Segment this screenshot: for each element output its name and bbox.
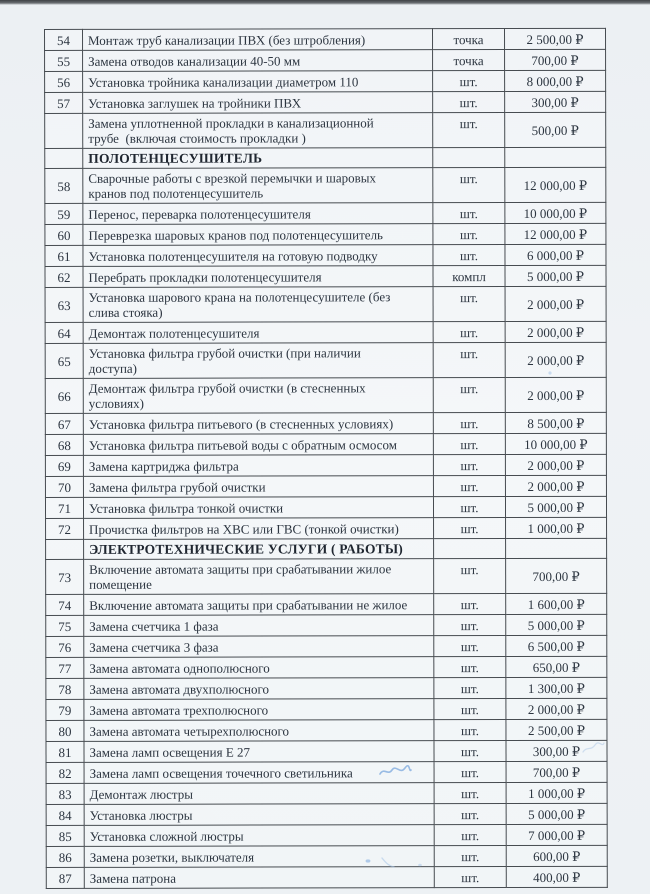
price-cell: 2 000,00 ₽	[505, 342, 606, 377]
price-cell: 600,00 ₽	[506, 845, 607, 866]
table-row	[45, 70, 606, 92]
table-row	[45, 202, 606, 224]
row-number: 59	[45, 203, 83, 224]
table-row	[46, 866, 607, 888]
service-description: Установка тройника канализации диаметром 110	[83, 71, 433, 93]
price-cell: 1 300,00 ₽	[506, 677, 607, 698]
row-number: 70	[45, 476, 83, 497]
price-cell: 5 000,00 ₽	[505, 496, 606, 517]
price-cell: 700,00 ₽	[505, 49, 606, 70]
price-cell: 5 000,00 ₽	[506, 803, 607, 824]
table-row	[45, 321, 606, 343]
unit-cell: шт.	[433, 497, 505, 518]
unit-cell: шт.	[433, 224, 505, 245]
row-number: 68	[45, 434, 83, 455]
price-cell: 8 000,00 ₽	[505, 70, 606, 91]
service-description: Замена счетчика 1 фаза	[84, 615, 434, 637]
price-cell: 650,00 ₽	[506, 656, 607, 677]
service-description: Установка заглушек на тройники ПВХ	[83, 92, 433, 114]
row-number: 74	[46, 594, 84, 615]
table-row	[46, 517, 607, 539]
row-number: 55	[45, 50, 83, 71]
row-number: 62	[45, 266, 83, 287]
price-cell: 2 000,00 ₽	[505, 377, 606, 412]
price-cell: 1 000,00 ₽	[506, 782, 607, 803]
row-number: 65	[45, 343, 83, 378]
row-number: 87	[46, 867, 84, 888]
unit-cell: шт.	[434, 741, 506, 762]
row-number: 85	[46, 825, 84, 846]
price-cell: 400,00 ₽	[506, 866, 607, 887]
row-number	[45, 113, 83, 148]
row-number: 82	[46, 762, 84, 783]
service-description: Монтаж труб канализации ПВХ (без штробления)	[83, 29, 433, 51]
service-description: Замена автомата однополюсного	[84, 657, 434, 679]
service-description: Установка фильтра тонкой очистки	[83, 497, 433, 519]
row-number: 61	[45, 245, 83, 266]
row-number: 78	[46, 678, 84, 699]
unit-cell: шт.	[434, 678, 506, 699]
row-number: 54	[45, 29, 83, 50]
unit-cell: шт.	[434, 783, 506, 804]
table-row	[45, 167, 606, 203]
price-cell: 5 000,00 ₽	[506, 614, 607, 635]
price-cell: 1 000,00 ₽	[506, 517, 607, 538]
row-number: 77	[46, 657, 84, 678]
unit-cell: шт.	[434, 867, 506, 888]
service-description: Замена автомата двухполюсного	[84, 678, 434, 700]
row-number: 57	[45, 92, 83, 113]
price-cell: 700,00 ₽	[506, 558, 607, 593]
scan-edge-artifact	[0, 0, 650, 5]
price-cell: 2 000,00 ₽	[505, 321, 606, 342]
price-cell: 500,00 ₽	[505, 112, 606, 147]
unit-cell: шт.	[433, 92, 505, 113]
unit-cell: шт.	[433, 378, 505, 413]
unit-cell: шт.	[434, 594, 506, 615]
table-row	[45, 28, 606, 50]
unit-cell: шт.	[433, 113, 505, 148]
row-number: 72	[46, 518, 84, 539]
unit-cell: шт.	[434, 825, 506, 846]
unit-cell: шт.	[433, 287, 505, 322]
unit-cell: шт.	[433, 71, 505, 92]
table-row	[45, 265, 606, 287]
row-number: 79	[46, 699, 84, 720]
unit-cell: шт.	[434, 699, 506, 720]
unit-cell: шт.	[434, 518, 506, 539]
price-cell: 6 500,00 ₽	[506, 635, 607, 656]
section-title: ПОЛОТЕНЦЕСУШИТЕЛЬ	[83, 148, 433, 169]
price-cell: 7 000,00 ₽	[506, 824, 607, 845]
unit-cell: шт.	[434, 615, 506, 636]
table-row	[46, 782, 607, 804]
unit-cell: шт.	[434, 846, 506, 867]
section-row	[45, 147, 606, 168]
price-cell: 300,00 ₽	[506, 740, 607, 761]
price-cell: 2 000,00 ₽	[505, 475, 606, 496]
empty-cell	[434, 539, 506, 559]
table-row	[46, 740, 607, 762]
price-cell: 2 000,00 ₽	[506, 698, 607, 719]
table-row	[45, 454, 606, 476]
service-description: Замена отводов канализации 40-50 мм	[83, 50, 433, 72]
row-number: 63	[45, 287, 83, 322]
service-description: Замена автомата четырехполюсного	[84, 720, 434, 742]
table-row	[45, 412, 606, 434]
service-description: Демонтаж люстры	[84, 783, 434, 805]
table-row	[45, 286, 606, 322]
section-title: ЭЛЕКТРОТЕХНИЧЕСКИЕ УСЛУГИ ( РАБОТЫ)	[84, 539, 434, 560]
service-description: Сварочные работы с врезкой перемычки и шаровых кранов под полотенцесушитель	[83, 168, 433, 204]
row-number: 60	[45, 224, 83, 245]
service-description: Замена автомата трехполюсного	[84, 699, 434, 721]
empty-cell	[433, 148, 505, 168]
table-row	[46, 593, 607, 615]
table-row	[46, 698, 607, 720]
price-cell: 2 500,00 ₽	[506, 719, 607, 740]
empty-cell	[46, 539, 84, 559]
unit-cell: шт.	[433, 168, 505, 203]
service-description: Замена уплотненной прокладки в канализационной трубе (включая стоимость прокладки )	[83, 113, 433, 149]
service-description: Замена счетчика 3 фаза	[84, 636, 434, 658]
empty-cell	[45, 148, 83, 168]
service-description: Замена картриджа фильтра	[83, 455, 433, 477]
price-cell: 700,00 ₽	[506, 761, 607, 782]
table-row	[46, 614, 607, 636]
table-row	[45, 49, 606, 71]
table-row	[45, 112, 606, 148]
row-number: 86	[46, 846, 84, 867]
table-row	[46, 824, 607, 846]
service-description: Установка фильтра питьевой воды с обратным осмосом	[83, 434, 433, 456]
row-number: 75	[46, 615, 84, 636]
unit-cell: шт.	[433, 343, 505, 378]
unit-cell: шт.	[434, 804, 506, 825]
row-number: 83	[46, 783, 84, 804]
unit-cell: шт.	[433, 245, 505, 266]
service-description: Замена патрона	[84, 867, 434, 889]
table-row	[46, 558, 607, 594]
empty-cell	[505, 147, 606, 167]
service-description: Включение автомата защиты при срабатывании жилое помещение	[84, 559, 434, 595]
service-description: Установка шарового крана на полотенцесушителе (без слива стояка)	[83, 287, 433, 323]
table-row	[46, 635, 607, 657]
row-number: 56	[45, 71, 83, 92]
unit-cell: точка	[433, 29, 505, 50]
table-row	[45, 223, 606, 245]
row-number: 84	[46, 804, 84, 825]
table-row	[46, 719, 607, 741]
section-row	[46, 538, 607, 559]
price-cell: 2 000,00 ₽	[505, 454, 606, 475]
unit-cell: шт.	[434, 559, 506, 594]
service-description: Замена ламп освещения точечного светильника	[84, 762, 434, 784]
table-row	[45, 496, 606, 518]
unit-cell: компл	[433, 266, 505, 287]
price-cell: 300,00 ₽	[505, 91, 606, 112]
price-list-table	[44, 28, 608, 889]
unit-cell: точка	[433, 50, 505, 71]
unit-cell: шт.	[433, 322, 505, 343]
row-number: 71	[45, 497, 83, 518]
service-description: Перенос, переварка полотенцесушителя	[83, 203, 433, 225]
service-description: Демонтаж фильтра грубой очистки (в стесненных условиях)	[83, 378, 433, 414]
table-row	[45, 91, 606, 113]
service-description: Включение автомата защиты при срабатывании не жилое	[84, 594, 434, 616]
unit-cell: шт.	[433, 434, 505, 455]
price-cell: 12 000,00 ₽	[505, 223, 606, 244]
row-number: 73	[46, 559, 84, 594]
unit-cell: шт.	[433, 455, 505, 476]
unit-cell: шт.	[434, 762, 506, 783]
service-description: Демонтаж полотенцесушителя	[83, 322, 433, 344]
unit-cell: шт.	[434, 636, 506, 657]
empty-cell	[506, 538, 607, 558]
row-number: 69	[45, 455, 83, 476]
service-description: Установка фильтра питьевого (в стесненных условиях)	[83, 413, 433, 435]
service-description: Замена фильтра грубой очистки	[83, 476, 433, 498]
price-list-body	[45, 28, 608, 888]
service-description: Замена розетки, выключателя	[84, 846, 434, 868]
table-row	[45, 433, 606, 455]
table-row	[46, 803, 607, 825]
price-cell: 6 000,00 ₽	[505, 244, 606, 265]
unit-cell: шт.	[433, 413, 505, 434]
table-row	[46, 677, 607, 699]
table-row	[45, 244, 606, 266]
price-cell: 12 000,00 ₽	[505, 167, 606, 202]
price-cell: 1 600,00 ₽	[506, 593, 607, 614]
service-description: Замена ламп освещения Е 27	[84, 741, 434, 763]
unit-cell: шт.	[434, 720, 506, 741]
table-row	[46, 845, 607, 867]
row-number: 58	[45, 168, 83, 203]
row-number: 64	[45, 322, 83, 343]
row-number: 66	[45, 378, 83, 413]
unit-cell: шт.	[433, 203, 505, 224]
row-number: 80	[46, 720, 84, 741]
row-number: 76	[46, 636, 84, 657]
service-description: Установка фильтра грубой очистки (при наличии доступа)	[83, 343, 433, 379]
price-cell: 5 000,00 ₽	[505, 265, 606, 286]
service-description: Установка сложной люстры	[84, 825, 434, 847]
table-row	[45, 377, 606, 413]
service-description: Перебрать прокладки полотенцесушителя	[83, 266, 433, 288]
row-number: 67	[45, 413, 83, 434]
price-cell: 2 500,00 ₽	[505, 28, 606, 49]
price-cell: 10 000,00 ₽	[505, 202, 606, 223]
table-row	[45, 475, 606, 497]
service-description: Установка полотенцесушителя на готовую подводку	[83, 245, 433, 267]
unit-cell: шт.	[434, 657, 506, 678]
table-row	[46, 656, 607, 678]
table-row	[46, 761, 607, 783]
unit-cell: шт.	[433, 476, 505, 497]
price-cell: 10 000,00 ₽	[505, 433, 606, 454]
service-description: Переврезка шаровых кранов под полотенцесушитель	[83, 224, 433, 246]
price-cell: 8 500,00 ₽	[505, 412, 606, 433]
service-description: Установка люстры	[84, 804, 434, 826]
row-number: 81	[46, 741, 84, 762]
table-row	[45, 342, 606, 378]
service-description: Прочистка фильтров на ХВС или ГВС (тонкой очистки)	[84, 518, 434, 540]
price-cell: 2 000,00 ₽	[505, 286, 606, 321]
